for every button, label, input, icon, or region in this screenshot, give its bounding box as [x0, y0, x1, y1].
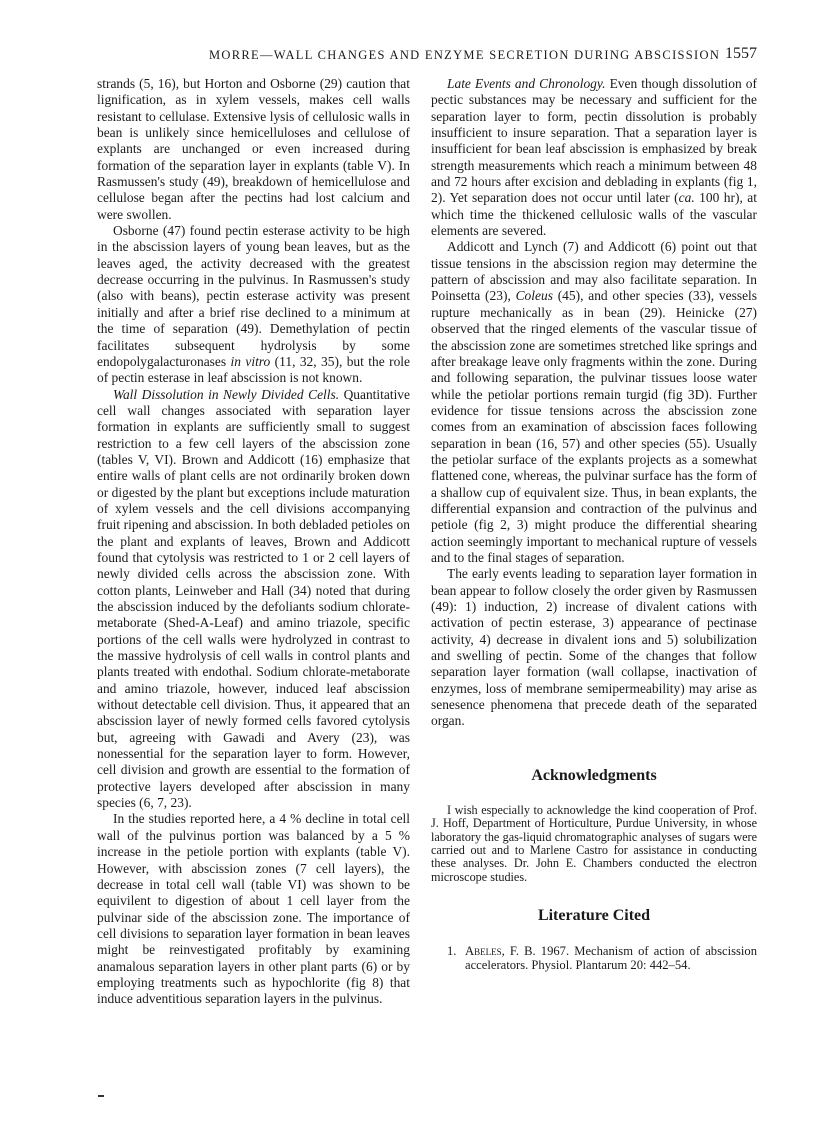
section-run-in-heading: Wall Dissolution in Newly Divided Cells.: [113, 386, 340, 402]
paragraph: [97, 387, 410, 812]
scan-mark: [98, 1095, 104, 1097]
paragraph: The early events leading to separation layer formation in bean appear to follow closely the order given by Rasmussen (49): 1) induction, 2) increase of divalent cations with activation of pectin esterase, 3) appearance of pectinase activity, 4) decrease in divalent ions and 5) solubilization and swelling of pectin. Some of the changes that follow separation layer formation (wall collapse, inactivation of enzymes, loss of membrane semipermeability) may arise as senesence phenomena that precede death of the separated organ.: [431, 566, 757, 729]
italic-term: in vitro: [230, 353, 271, 369]
italic-term: Coleus: [515, 288, 553, 304]
reference-item: [431, 944, 757, 972]
paragraph-text: Quantitative cell wall changes associated with separation layer formation in explants are sufficiently small to suggest restriction to a few cell layers of the abscission zone (tables V, VI). Brown and Addicott (16) emphasize that entire walls of plant cells are not ordinarily broken down or digested by the plant but exceptions include maturation of xylem vessels and the cell divisions accompanying fruit ripening and abscission. In both debladed petioles on the plant and explants of leaves, Brown and Addicott found that cytolysis was restricted to 1 or 2 cell layers of newly divided cells across the abscission zone. With cotton plants, Leinweber and Hall (34) noted that during the abscission induced by the defoliants sodium chlorate-metaborate (Shed-A-Leaf) and amino triazole, specific portions of the cell walls were hydrolyzed in contrast to the massive hydrolysis of cell walls in control plants and plants treated with endothal. Sodium chlorate-metaborate and amino triazole, however, induced leaf abscission without detectable cell division. Thus, it appeared that an abscission layer of newly formed cells favored cytolysis but, agreeing with Gawadi and Avery (23), was nonessential for the separation layer to form. However, cell division and growth are essential to the formation of protective layers developed after abscission in many species (6, 7, 23).: [97, 386, 410, 811]
paragraph: strands (5, 16), but Horton and Osborne (29) caution that lignification, as in xylem vessels, makes cell walls resistant to cellulase. Extensive lysis of cellulosic walls in bean is unlikely since hemicelluloses and cellulose of explants are unchanged or even increased during formation of the separation layer in explants (table V). In Rasmussen's study (49), breakdown of hemicellulose and cellulose began after the pectins had lost calcium and were swollen.: [97, 76, 410, 222]
section-run-in-heading: Late Events and Chronology.: [447, 76, 606, 91]
right-column: [431, 76, 757, 972]
running-header: [97, 45, 757, 68]
paragraph: [431, 76, 757, 239]
acknowledgments-text: I wish especially to acknowledge the kind cooperation of Prof. J. Hoff, Department of Horticulture, Purdue University, in whose laboratory the gas-liquid chromatographic analyses of sugars were carried out and to Marlene Castro for assistance in conducting these analyses. Dr. John E. Chambers conducted the electron microscope studies.: [431, 803, 757, 884]
page-number: 1557: [725, 45, 757, 62]
acknowledgments-heading: Acknowledgments: [531, 766, 657, 784]
reference-author: Abeles: [465, 944, 502, 959]
left-column: [97, 76, 410, 1008]
italic-term: ca.: [678, 190, 695, 206]
paragraph-text: (11, 32, 35), but the role of pectin esterase in leaf abscission is not known.: [97, 353, 410, 386]
paragraph-text: (45), and other species (33), vessels rupture mechanically as in bean (29). Heinicke (27) observed that the ringed elements of the vascular tissue of the abscission zone are sometimes stretched like springs and after breakage leave only fragments within the zone. During and following separation, the pulvinar tissues loose water while the petiolar portions remain turgid (fig 3D). Further evidence for tissue tensions across the abscission zone comes from an examination of abscission faces following separation in bean (16, 57) and other species (55). Usually the petiolar surface of the explants projects as a somewhat flattened cone, whereas, the pulvinar surface has the form of a shallow cup of equivalent size. Thus, in bean explants, the differential expansion and contraction of the pulvinus and petiole (fig 2, 3) might produce the differential shearing action seemingly important to mechanical rupture of vessels and to the final stages of separation.: [431, 288, 757, 565]
reference-text: , F. B. 1967. Mechanism of action of abscission accelerators. Physiol. Plantarum 20: 442–54.: [465, 944, 757, 973]
literature-cited-heading: Literature Cited: [537, 906, 651, 924]
paragraph-text: Even though dissolution of pectic substances may be necessary and sufficient for the separation layer to form, pectin dissolution is probably insufficient to insure separation. That a separation layer is insufficient for bean leaf abscission is emphasized by break strength measurements which reach a minimum between 48 and 72 hours after excision and deblading in explants (fig 1, 2). Yet separation does not occur until later (: [431, 76, 757, 206]
paragraph: [431, 239, 757, 566]
reference-number: 1.: [447, 944, 457, 959]
paragraph-text: Osborne (47) found pectin esterase activity to be high in the abscission layers of young bean leaves, but as the leaves aged, the activity decreased with the greatest decrease occurring in the pulvinus. In Rasmussen's study (also with beans), pectin esterase activity was present initially and after a brief rise declined to a minimum at the time of separation (49). Demethylation of pectin facilitates subsequent hydrolysis by some endopolygalacturonases: [97, 223, 410, 369]
paragraph: In the studies reported here, a 4 % decline in total cell wall of the pulvinus portion was balanced by a 5 % increase in the petiole portion with explants (table V). However, with abscission zones (7 cell layers), the decrease in total cell wall (table VI) was shown to be equivilent to digestion of about 1 cell layer from the pulvinar side of the abscission zone. The importance of cell divisions to separation layer formation in bean leaves might be reinvestigated profitably by examining anamalous separation layers in other plant parts (6) or by employing treatments such as hypochlorite (fig 8) that induce adventitious separation layers in the pulvinus.: [97, 811, 410, 1007]
paragraph-text: 100 hr), at which time the thickened cellulosic walls of the vascular elements are severed.: [431, 190, 757, 239]
paragraph-text: Addicott and Lynch (7) and Addicott (6) point out that tissue tensions in the abscission region may determine the pattern of abscission and may also facilitate separation. In Poinsetta (23),: [431, 239, 757, 304]
running-title: MORRE—WALL CHANGES AND ENZYME SECRETION DURING ABSCISSION: [209, 48, 721, 62]
paragraph: [97, 223, 410, 386]
